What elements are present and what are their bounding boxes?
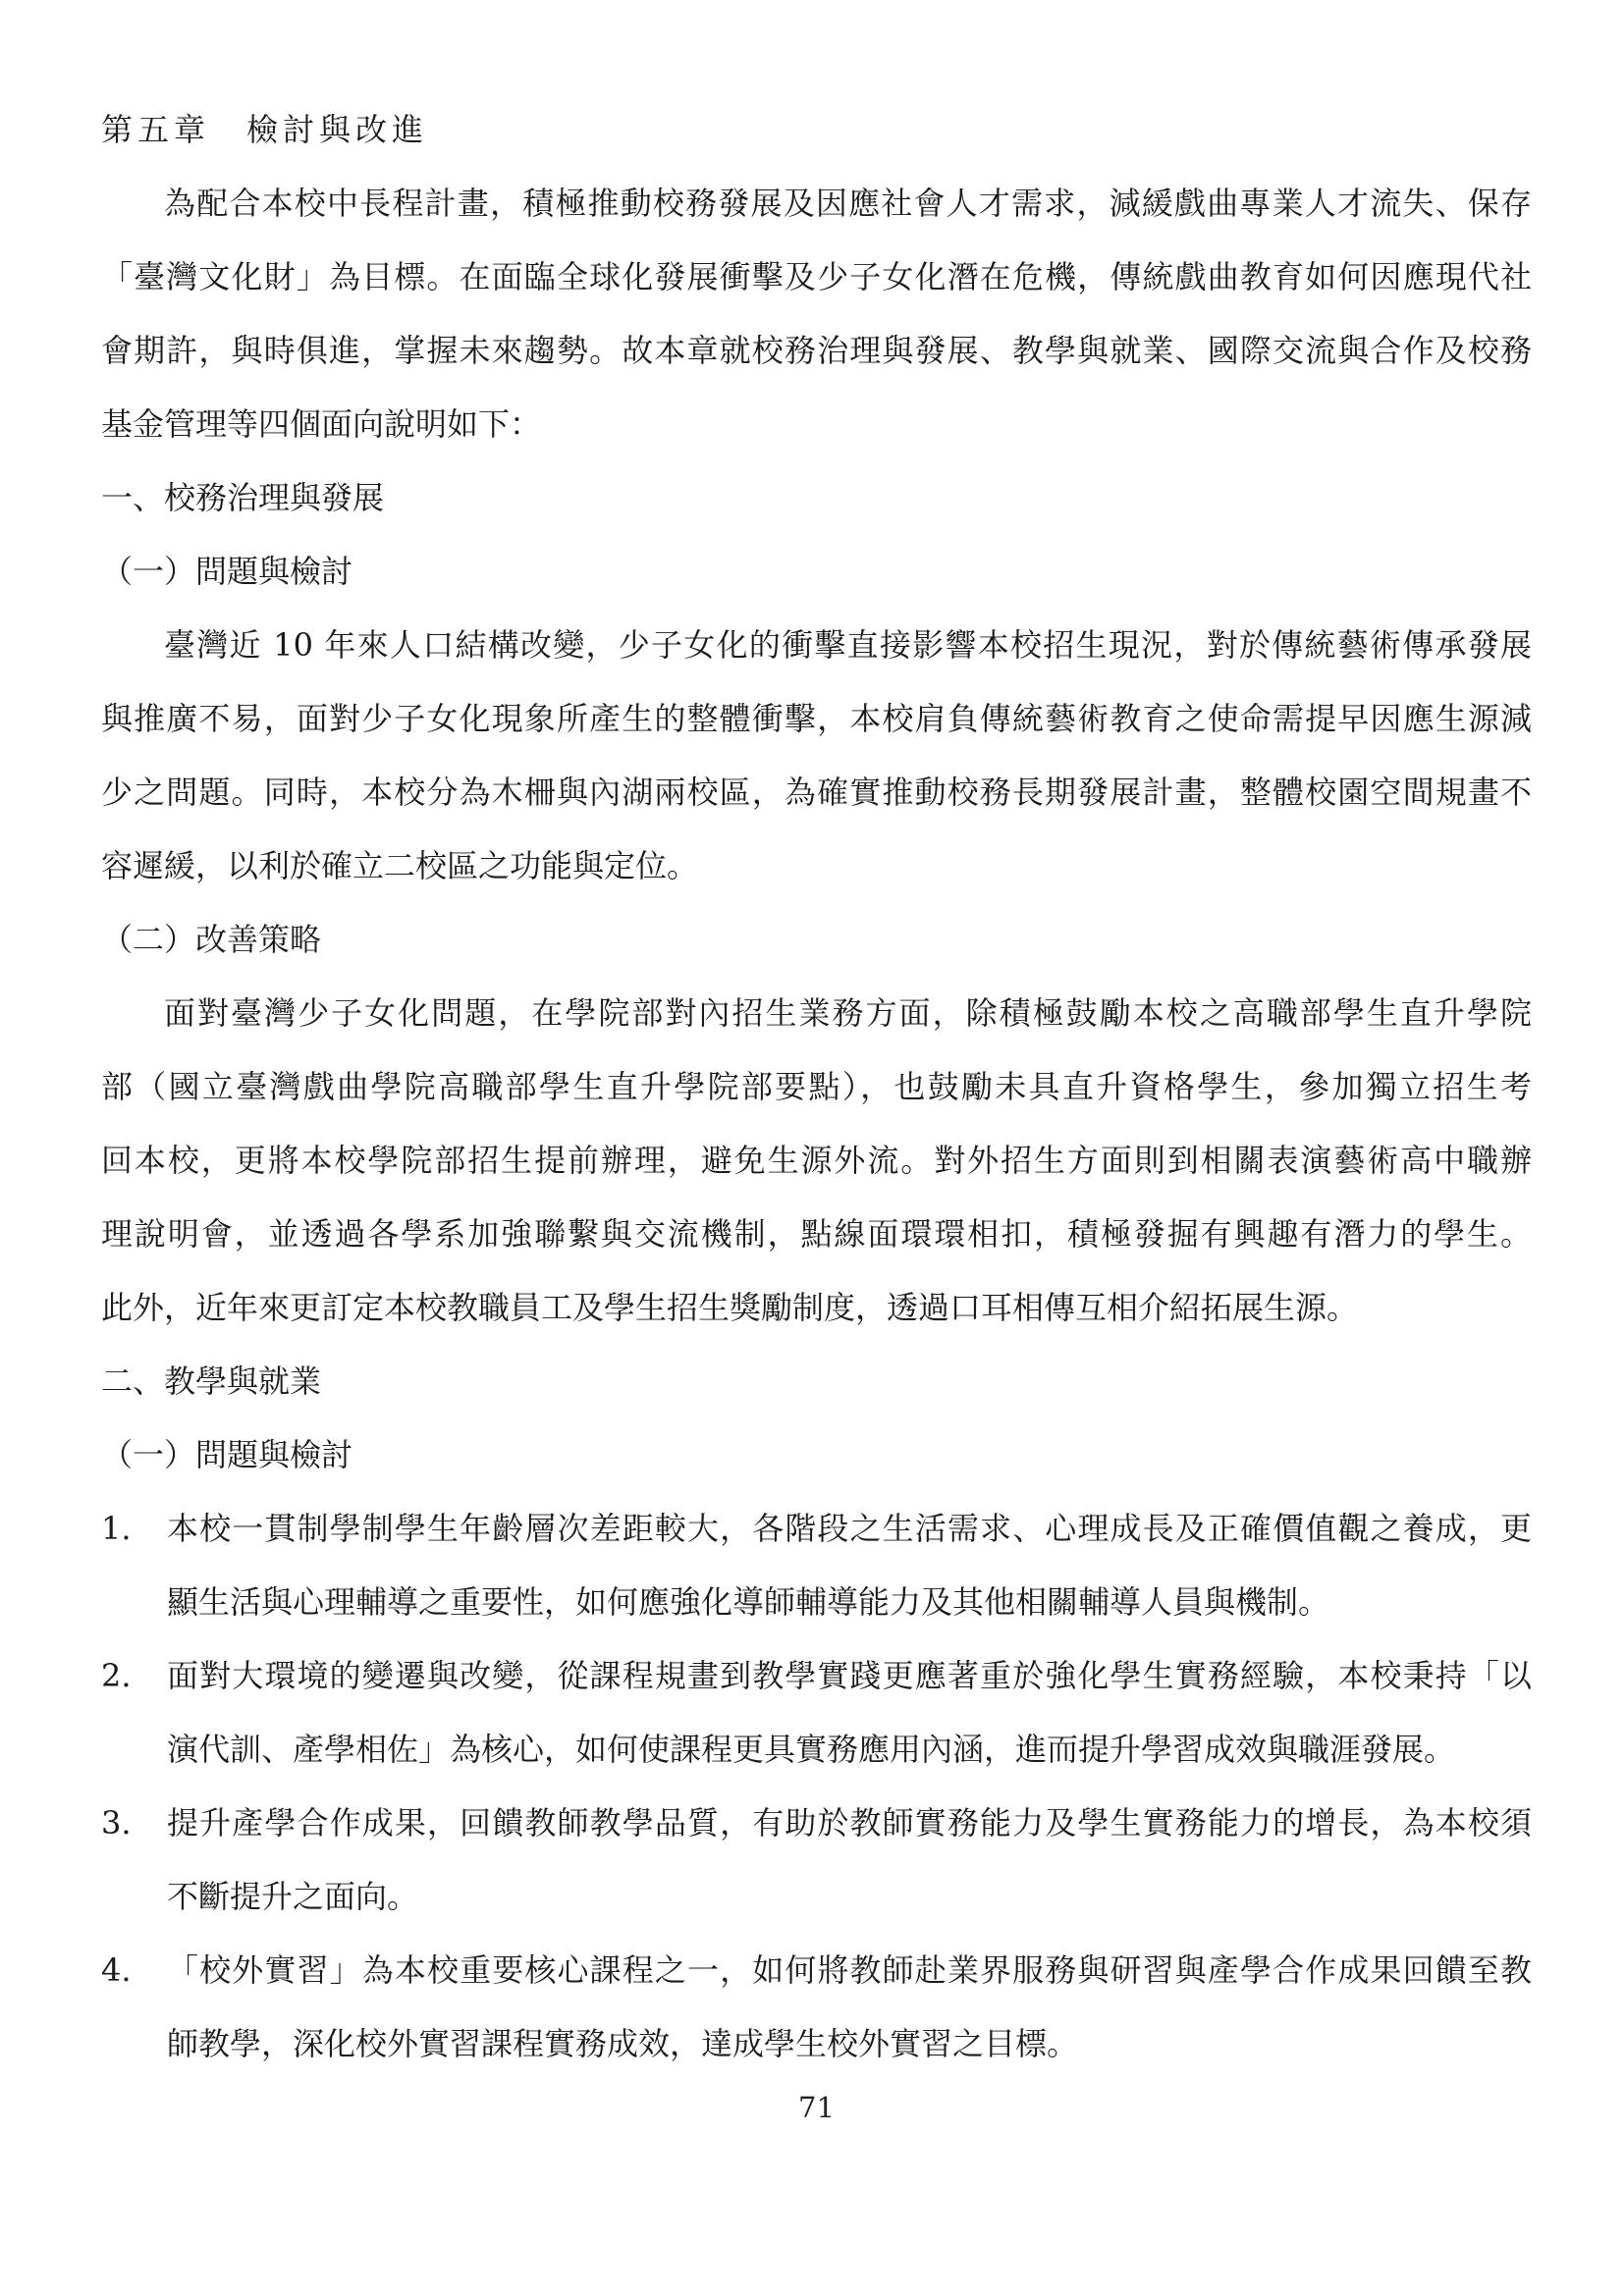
paragraph-line: 回本校，更將本校學院部招生提前辦理，避免生源外流。對外招生方面則到相關表演藝術高中職辦 xyxy=(101,1142,1532,1179)
paragraph-line: 臺灣近 10 年來人口結構改變，少子女化的衝擊直接影響本校招生現況，對於傳統藝術傳承發展 xyxy=(164,626,1532,664)
list-item-number: 2. xyxy=(101,1657,132,1694)
paragraph-line: 為配合本校中長程計畫，積極推動校務發展及因應社會人才需求，減緩戲曲專業人才流失、保存 xyxy=(164,185,1532,222)
list-item-line xyxy=(101,1787,1532,1860)
list-item-line xyxy=(101,1492,1532,1566)
paragraph-line: 容遲緩，以利於確立二校區之功能與定位。 xyxy=(101,847,699,884)
list-item-line xyxy=(101,1639,1532,1713)
list-continuation-line: 不斷提升之面向。 xyxy=(167,1878,419,1915)
list-continuation-line: 顯生活與心理輔導之重要性，如何應強化導師輔導能力及其他相關輔導人員與機制。 xyxy=(167,1583,1330,1621)
list-continuation-line: 師教學，深化校外實習課程實務成效，達成學生校外實習之目標。 xyxy=(167,2025,1079,2062)
list-item-line xyxy=(101,1934,1532,2007)
list-item-number: 4. xyxy=(101,1951,132,1989)
paragraph-line: 少之問題。同時，本校分為木柵與內湖兩校區，為確實推動校務長期發展計畫，整體校園空間規畫不 xyxy=(101,774,1532,811)
subsection-heading: （一）問題與檢討 xyxy=(101,553,353,590)
paragraph-line: 面對臺灣少子女化問題，在學院部對內招生業務方面，除積極鼓勵本校之高職部學生直升學院 xyxy=(164,994,1532,1032)
section-heading: 二、教學與就業 xyxy=(101,1362,322,1400)
list-item-text: 「校外實習」為本校重要核心課程之一，如何將教師赴業界服務與研習與產學合作成果回饋至教 xyxy=(167,1951,1532,1989)
paragraph-line: 基金管理等四個面向說明如下： xyxy=(101,405,542,443)
paragraph-line: 理說明會，並透過各學系加強聯繫與交流機制，點線面環環相扣，積極發掘有興趣有潛力的學生。 xyxy=(101,1215,1532,1253)
list-continuation-line: 演代訓、產學相佐」為核心，如何使課程更具實務應用內涵，進而提升學習成效與職涯發展。 xyxy=(167,1731,1456,1768)
list-item-number: 1. xyxy=(101,1510,132,1547)
subsection-heading: （二）改善策略 xyxy=(101,921,322,958)
paragraph-line: 部（國立臺灣戲曲學院高職部學生直升學院部要點），也鼓勵未具直升資格學生，參加獨立招生考 xyxy=(101,1068,1532,1105)
list-item-text: 面對大環境的變遷與改變，從課程規畫到教學實踐更應著重於強化學生實務經驗，本校秉持「以 xyxy=(167,1657,1532,1694)
paragraph-line: 會期許，與時俱進，掌握未來趨勢。故本章就校務治理與發展、教學與就業、國際交流與合作及校務 xyxy=(101,332,1532,369)
list-item-text: 提升產學合作成果，回饋教師教學品質，有助於教師實務能力及學生實務能力的增長，為本校須 xyxy=(167,1804,1532,1842)
paragraph-line: 此外，近年來更訂定本校教職員工及學生招生獎勵制度，透過口耳相傳互相介紹拓展生源。 xyxy=(101,1289,1359,1326)
page-number: 71 xyxy=(798,2091,835,2124)
subsection-heading: （一）問題與檢討 xyxy=(101,1436,353,1473)
list-item-text: 本校一貫制學制學生年齡層次差距較大，各階段之生活需求、心理成長及正確價值觀之養成，更 xyxy=(167,1510,1532,1547)
chapter-title: 第五章 檢討與改進 xyxy=(101,111,429,148)
paragraph-line: 與推廣不易，面對少子女化現象所產生的整體衝擊，本校肩負傳統藝術教育之使命需提早因應生源減 xyxy=(101,700,1532,737)
list-item-number: 3. xyxy=(101,1804,132,1842)
paragraph-line: 「臺灣文化財」為目標。在面臨全球化發展衝擊及少子女化潛在危機，傳統戲曲教育如何因應現代社 xyxy=(101,258,1532,295)
section-heading: 一、校務治理與發展 xyxy=(101,479,385,516)
